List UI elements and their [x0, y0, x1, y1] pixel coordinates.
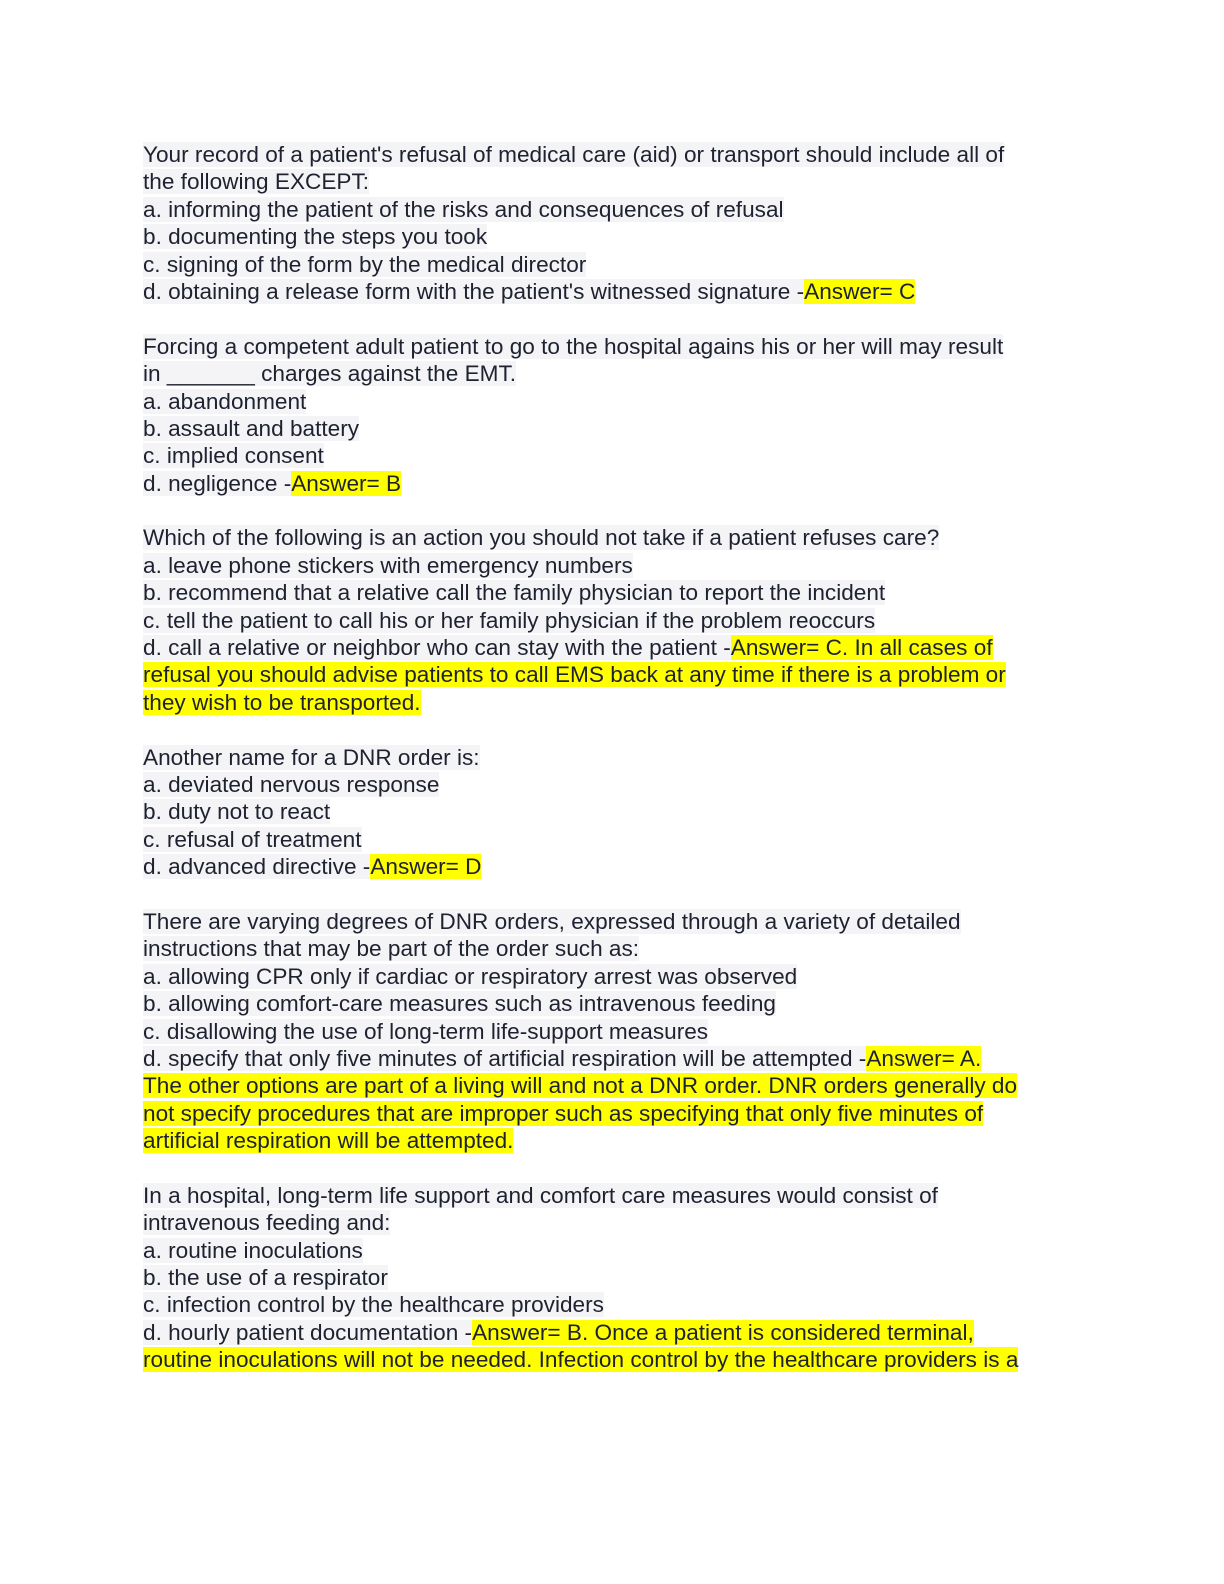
- question-2: [143, 333, 1083, 497]
- question-5: [143, 908, 1083, 1155]
- answer-option-b: b. recommend that a relative call the family physician to report the incident: [143, 580, 886, 606]
- question-stem-line: There are varying degrees of DNR orders, expressed through a variety of detailed: [143, 908, 961, 934]
- answer-explanation-line: artificial respiration will be attempted.: [143, 1128, 514, 1154]
- answer-option-c: c. signing of the form by the medical director: [143, 251, 587, 277]
- question-stem-line: instructions that may be part of the order such as:: [143, 936, 640, 962]
- answer-explanation-line: refusal you should advise patients to call EMS back at any time if there is a problem or: [143, 662, 1006, 688]
- question-stem-line: Another name for a DNR order is:: [143, 744, 480, 770]
- answer-explanation-line: The other options are part of a living will and not a DNR order. DNR orders generally do: [143, 1073, 1018, 1099]
- answer-option-a: a. leave phone stickers with emergency numbers: [143, 552, 633, 578]
- answer-option-a: a. informing the patient of the risks and consequences of refusal: [143, 196, 784, 222]
- question-3: [143, 524, 1083, 716]
- question-1: [143, 141, 1083, 305]
- answer-explanation-line: routine inoculations will not be needed. Infection control by the healthcare providers is a: [143, 1347, 1019, 1373]
- answer-option-c: c. refusal of treatment: [143, 826, 362, 852]
- answer-option-d: d. obtaining a release form with the patient's witnessed signature -Answer= C: [143, 278, 916, 304]
- answer-option-c: c. infection control by the healthcare providers: [143, 1292, 604, 1318]
- answer-option-a: a. abandonment: [143, 388, 307, 414]
- answer-option-d: d. specify that only five minutes of artificial respiration will be attempted -Answer= A.: [143, 1045, 982, 1071]
- answer-option-d: d. negligence -Answer= B: [143, 470, 402, 496]
- answer-key-highlight: Answer= B. Once a patient is considered terminal,: [472, 1319, 974, 1345]
- question-stem-line: In a hospital, long-term life support and comfort care measures would consist of: [143, 1182, 938, 1208]
- answer-explanation-line: they wish to be transported.: [143, 689, 421, 715]
- question-stem-line: Your record of a patient's refusal of medical care (aid) or transport should include all of: [143, 142, 1005, 167]
- question-stem-line: Forcing a competent adult patient to go to the hospital agains his or her will may result: [143, 333, 1004, 359]
- answer-key-highlight: Answer= C. In all cases of: [730, 635, 993, 661]
- answer-option-b: b. the use of a respirator: [143, 1265, 388, 1291]
- answer-key-highlight: Answer= A.: [866, 1045, 982, 1071]
- answer-option-d: d. call a relative or neighbor who can stay with the patient -Answer= C. In all cases of: [143, 635, 993, 661]
- answer-option-b: b. duty not to react: [143, 799, 331, 825]
- answer-option-d: d. hourly patient documentation -Answer= B. Once a patient is considered terminal,: [143, 1319, 974, 1345]
- answer-option-c: c. tell the patient to call his or her family physician if the problem reoccurs: [143, 607, 876, 633]
- answer-explanation-line: not specify procedures that are improper such as specifying that only five minutes of: [143, 1100, 984, 1126]
- answer-option-a: a. deviated nervous response: [143, 771, 440, 797]
- answer-option-a: a. allowing CPR only if cardiac or respiratory arrest was observed: [143, 963, 798, 989]
- answer-option-d: d. advanced directive -Answer= D: [143, 854, 482, 880]
- question-stem-line: intravenous feeding and:: [143, 1210, 391, 1236]
- answer-option-b: b. assault and battery: [143, 415, 360, 441]
- answer-option-c: c. implied consent: [143, 443, 324, 469]
- answer-key-highlight: Answer= D: [370, 854, 482, 880]
- question-stem-line: Which of the following is an action you should not take if a patient refuses care?: [143, 525, 940, 551]
- answer-option-c: c. disallowing the use of long-term life-support measures: [143, 1018, 709, 1044]
- question-6: [143, 1182, 1083, 1374]
- answer-key-highlight: Answer= B: [291, 470, 402, 496]
- question-stem-line: the following EXCEPT:: [143, 169, 370, 195]
- document-page: [143, 141, 1083, 1374]
- question-stem-line: in _______ charges against the EMT.: [143, 361, 517, 387]
- answer-option-b: b. allowing comfort-care measures such as intravenous feeding: [143, 991, 776, 1017]
- answer-option-b: b. documenting the steps you took: [143, 224, 488, 250]
- answer-option-a: a. routine inoculations: [143, 1237, 363, 1263]
- question-4: [143, 744, 1083, 881]
- answer-key-highlight: Answer= C: [804, 278, 916, 304]
